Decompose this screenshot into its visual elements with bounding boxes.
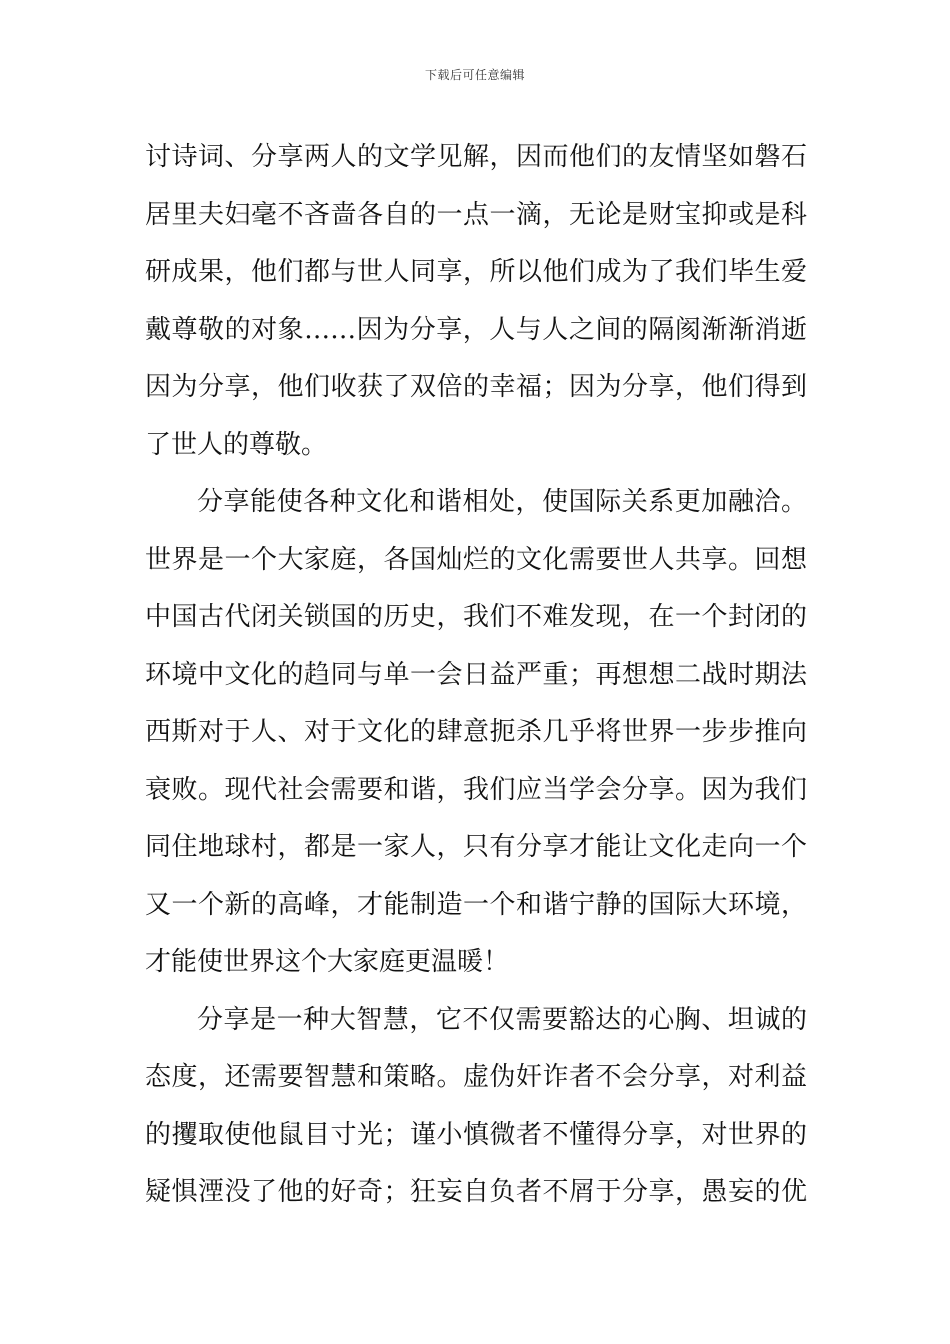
text-line: 世界是一个大家庭，各国灿烂的文化需要世人共享。回想 [145, 544, 807, 575]
text-line: 居里夫妇毫不吝啬各自的一点一滴，无论是财宝抑或是科 [145, 199, 807, 230]
text-line: 研成果，他们都与世人同享，所以他们成为了我们毕生爱 [145, 257, 807, 287]
text-line: 戴尊敬的对象……因为分享，人与人之间的隔阂渐渐消逝 [145, 314, 807, 345]
text-line: 才能使世界这个大家庭更温暖！ [145, 947, 510, 977]
text-line: 中国古代闭关锁国的历史，我们不难发现，在一个封闭的 [145, 602, 807, 632]
text-line: 因为分享，他们收获了双倍的幸福；因为分享，他们得到 [145, 372, 807, 402]
text-line: 了世人的尊敬。 [145, 429, 328, 460]
text-line: 同住地球村，都是一家人，只有分享才能让文化走向一个 [145, 832, 807, 862]
body-text [145, 129, 807, 1222]
text-line: 态度，还需要智慧和策略。虚伪奸诈者不会分享，对利益 [145, 1062, 807, 1092]
text-line: 又一个新的高峰，才能制造一个和谐宁静的国际大环境， [145, 889, 807, 920]
text-line: 分享是一种大智慧，它不仅需要豁达的心胸、坦诚的 [197, 1004, 807, 1035]
text-line: 西斯对于人、对于文化的肆意扼杀几乎将世界一步步推向 [145, 717, 807, 747]
text-line: 衰败。现代社会需要和谐，我们应当学会分享。因为我们 [145, 774, 807, 805]
text-line: 分享能使各种文化和谐相处，使国际关系更加融洽。 [197, 487, 807, 517]
page-header: 下载后可任意编辑 [424, 68, 525, 82]
text-line: 疑惧湮没了他的好奇；狂妄自负者不屑于分享，愚妄的优 [145, 1177, 807, 1207]
text-line: 环境中文化的趋同与单一会日益严重；再想想二战时期法 [145, 659, 807, 690]
text-line: 的攫取使他鼠目寸光；谨小慎微者不懂得分享，对世界的 [145, 1119, 807, 1150]
text-line: 讨诗词、分享两人的文学见解，因而他们的友情坚如磐石 [145, 142, 807, 172]
